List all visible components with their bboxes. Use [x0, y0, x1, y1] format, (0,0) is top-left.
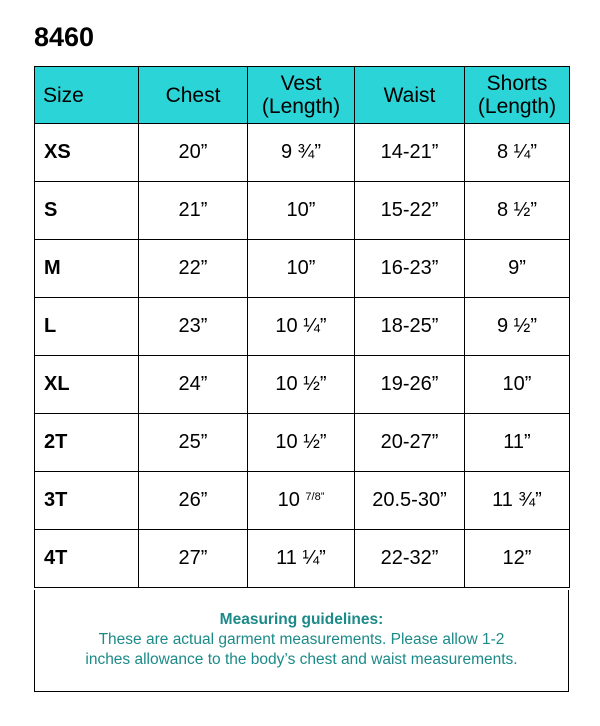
vest-length-value: 10 ¼”	[275, 315, 327, 337]
waist-cell: 20.5-30”	[355, 472, 465, 530]
table-row	[35, 182, 570, 240]
shorts-length-cell: 12”	[465, 530, 570, 588]
vest-length-value: 10 ½”	[275, 431, 327, 453]
size-cell: 3T	[35, 472, 139, 530]
chest-cell: 21”	[139, 182, 248, 240]
waist-cell: 16-23”	[355, 240, 465, 298]
header-size	[35, 67, 139, 124]
guidelines-line-1: These are actual garment measurements. Please allow 1-2	[98, 631, 505, 648]
size-cell: XS	[35, 124, 139, 182]
waist-cell: 18-25”	[355, 298, 465, 356]
shorts-length-cell: 8 ½”	[465, 182, 570, 240]
table-header-row	[35, 67, 570, 124]
vest-length-value: 9 ¾”	[280, 141, 322, 163]
shorts-length-cell: 11 ¾”	[465, 472, 570, 530]
measuring-guidelines-box	[34, 590, 569, 692]
table-row	[35, 298, 570, 356]
size-cell: 4T	[35, 530, 139, 588]
header-chest-label: Chest	[165, 83, 221, 107]
header-shorts	[465, 67, 570, 124]
waist-cell: 15-22”	[355, 182, 465, 240]
header-shorts-sublabel: (Length)	[477, 95, 557, 118]
size-chart-table	[34, 66, 570, 588]
table-row	[35, 356, 570, 414]
vest-length-value: 10	[277, 489, 306, 511]
table-row	[35, 472, 570, 530]
header-vest-sublabel: (Length)	[261, 95, 341, 118]
table-row	[35, 414, 570, 472]
vest-length-value: 11 ¼”	[276, 547, 326, 569]
table-row	[35, 240, 570, 298]
size-cell: M	[35, 240, 139, 298]
shorts-length-cell: 9”	[465, 240, 570, 298]
waist-cell: 20-27”	[355, 414, 465, 472]
vest-length-cell	[248, 414, 355, 472]
vest-length-cell	[248, 298, 355, 356]
shorts-length-cell: 10”	[465, 356, 570, 414]
chest-cell: 25”	[139, 414, 248, 472]
vest-length-value: 10”	[286, 199, 316, 221]
guidelines-heading: Measuring guidelines:	[219, 611, 384, 628]
chest-cell: 20”	[139, 124, 248, 182]
header-size-label: Size	[43, 83, 84, 107]
vest-length-cell	[248, 530, 355, 588]
header-waist	[355, 67, 465, 124]
waist-cell: 22-32”	[355, 530, 465, 588]
vest-length-fraction: 7/8”	[305, 491, 325, 503]
shorts-length-cell: 8 ¼”	[465, 124, 570, 182]
chest-cell: 23”	[139, 298, 248, 356]
vest-length-value: 10 ½”	[275, 373, 327, 395]
header-vest	[248, 67, 355, 124]
waist-cell: 14-21”	[355, 124, 465, 182]
vest-length-cell	[248, 124, 355, 182]
vest-length-cell	[248, 182, 355, 240]
chest-cell: 27”	[139, 530, 248, 588]
guidelines-line-2: inches allowance to the body’s chest and waist measurements.	[85, 651, 518, 668]
header-waist-label: Waist	[383, 83, 436, 107]
vest-length-cell	[248, 356, 355, 414]
shorts-length-cell: 11”	[465, 414, 570, 472]
header-vest-label: Vest	[280, 72, 322, 95]
size-cell: L	[35, 298, 139, 356]
chest-cell: 22”	[139, 240, 248, 298]
size-cell: 2T	[35, 414, 139, 472]
vest-length-value: 10”	[286, 257, 316, 279]
chest-cell: 24”	[139, 356, 248, 414]
header-chest	[139, 67, 248, 124]
shorts-length-cell: 9 ½”	[465, 298, 570, 356]
header-shorts-label: Shorts	[486, 72, 548, 95]
chest-cell: 26”	[139, 472, 248, 530]
vest-length-cell	[248, 240, 355, 298]
size-cell: S	[35, 182, 139, 240]
vest-length-cell	[248, 472, 355, 530]
page-title: 8460	[34, 22, 95, 52]
size-cell: XL	[35, 356, 139, 414]
waist-cell: 19-26”	[355, 356, 465, 414]
table-row	[35, 124, 570, 182]
table-row	[35, 530, 570, 588]
